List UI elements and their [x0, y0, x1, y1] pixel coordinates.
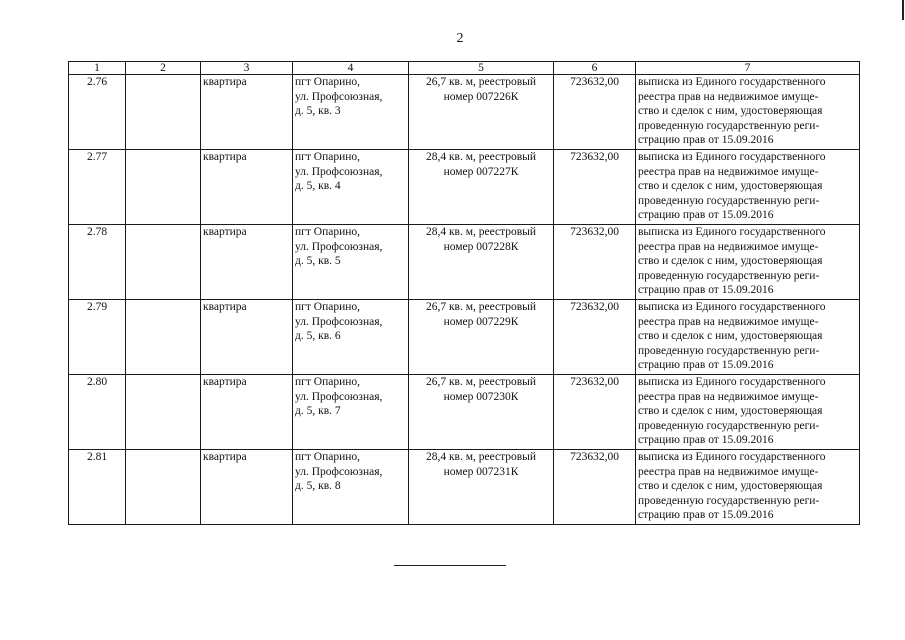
- property-type: квартира: [201, 300, 293, 375]
- table-row: [69, 300, 860, 375]
- document-line: выписка из Единого государственного: [638, 76, 826, 88]
- table-row: [69, 150, 860, 225]
- area-line: номер 007226К: [443, 90, 519, 103]
- property-address: [293, 375, 409, 450]
- document-line: ство и сделок с ним, удостоверяющая: [638, 405, 823, 418]
- area-line: номер 007227К: [443, 165, 519, 178]
- area-line: номер 007228К: [443, 240, 519, 253]
- address-line: ул. Профсоюзная,: [295, 390, 383, 403]
- row-number: 2.80: [69, 375, 126, 450]
- address-line: ул. Профсоюзная,: [295, 240, 383, 253]
- property-area: [409, 300, 554, 375]
- address-line: д. 5, кв. 8: [295, 480, 341, 493]
- address-line: д. 5, кв. 5: [295, 255, 341, 268]
- document-line: выписка из Единого государственного: [638, 301, 826, 313]
- row-number: 2.76: [69, 75, 126, 150]
- address-line: д. 5, кв. 3: [295, 105, 341, 118]
- document-line: реестра прав на недвижимое имуще-: [638, 240, 819, 253]
- document-line: выписка из Единого государственного: [638, 226, 826, 238]
- area-line: номер 007230К: [443, 390, 519, 403]
- address-line: д. 5, кв. 7: [295, 405, 341, 418]
- document-line: реестра прав на недвижимое имуще-: [638, 465, 819, 478]
- document-line: проведенную государственную реги-: [638, 344, 820, 357]
- address-line: ул. Профсоюзная,: [295, 465, 383, 478]
- document-line: страцию прав от 15.09.2016: [638, 509, 774, 522]
- property-register-table: [68, 61, 860, 525]
- area-line: 26,7 кв. м, реестровый: [425, 376, 537, 388]
- row-col2: [126, 75, 201, 150]
- document-line: страцию прав от 15.09.2016: [638, 434, 774, 447]
- document-line: проведенную государственную реги-: [638, 269, 820, 282]
- address-line: пгт Опарино,: [295, 76, 361, 88]
- registration-document: [636, 300, 860, 375]
- column-header: 3: [201, 62, 293, 75]
- property-area: [409, 450, 554, 525]
- column-header: 1: [69, 62, 126, 75]
- table-row: [69, 225, 860, 300]
- row-col2: [126, 375, 201, 450]
- document-line: реестра прав на недвижимое имуще-: [638, 315, 819, 328]
- document-line: ство и сделок с ним, удостоверяющая: [638, 255, 823, 268]
- property-value: 723632,00: [554, 300, 636, 375]
- address-line: пгт Опарино,: [295, 376, 361, 388]
- row-col2: [126, 150, 201, 225]
- address-line: д. 5, кв. 6: [295, 330, 341, 343]
- document-line: реестра прав на недвижимое имуще-: [638, 165, 819, 178]
- registration-document: [636, 450, 860, 525]
- address-line: ул. Профсоюзная,: [295, 90, 383, 103]
- property-address: [293, 300, 409, 375]
- property-value: 723632,00: [554, 75, 636, 150]
- property-address: [293, 75, 409, 150]
- area-line: 26,7 кв. м, реестровый: [425, 76, 537, 88]
- document-line: страцию прав от 15.09.2016: [638, 134, 774, 147]
- registration-document: [636, 75, 860, 150]
- address-line: д. 5, кв. 4: [295, 180, 341, 193]
- column-header: 7: [636, 62, 860, 75]
- page-number: 2: [456, 31, 464, 46]
- document-line: выписка из Единого государственного: [638, 376, 826, 388]
- property-value: 723632,00: [554, 375, 636, 450]
- document-line: выписка из Единого государственного: [638, 451, 826, 463]
- document-line: страцию прав от 15.09.2016: [638, 359, 774, 372]
- property-value: 723632,00: [554, 225, 636, 300]
- property-address: [293, 150, 409, 225]
- page-edge-mark: [902, 0, 904, 20]
- property-type: квартира: [201, 150, 293, 225]
- property-value: 723632,00: [554, 150, 636, 225]
- column-header: 4: [293, 62, 409, 75]
- area-line: 28,4 кв. м, реестровый: [425, 451, 537, 463]
- registration-document: [636, 225, 860, 300]
- document-line: страцию прав от 15.09.2016: [638, 209, 774, 222]
- row-number: 2.81: [69, 450, 126, 525]
- table-row: [69, 75, 860, 150]
- property-type: квартира: [201, 375, 293, 450]
- column-header: 2: [126, 62, 201, 75]
- address-line: ул. Профсоюзная,: [295, 315, 383, 328]
- area-line: номер 007229К: [443, 315, 519, 328]
- registration-document: [636, 375, 860, 450]
- document-line: проведенную государственную реги-: [638, 194, 820, 207]
- table-row: [69, 450, 860, 525]
- document-line: ство и сделок с ним, удостоверяющая: [638, 480, 823, 493]
- table-body: [69, 75, 860, 525]
- document-line: страцию прав от 15.09.2016: [638, 284, 774, 297]
- row-number: 2.79: [69, 300, 126, 375]
- row-number: 2.78: [69, 225, 126, 300]
- property-area: [409, 375, 554, 450]
- registration-document: [636, 150, 860, 225]
- address-line: пгт Опарино,: [295, 226, 361, 238]
- table-header-row: [69, 62, 860, 75]
- column-header: 5: [409, 62, 554, 75]
- property-type: квартира: [201, 75, 293, 150]
- property-area: [409, 150, 554, 225]
- table-row: [69, 375, 860, 450]
- document-line: реестра прав на недвижимое имуще-: [638, 90, 819, 103]
- address-line: пгт Опарино,: [295, 451, 361, 463]
- area-line: 28,4 кв. м, реестровый: [425, 226, 537, 238]
- document-line: проведенную государственную реги-: [638, 419, 820, 432]
- property-value: 723632,00: [554, 450, 636, 525]
- row-col2: [126, 225, 201, 300]
- document-line: ство и сделок с ним, удостоверяющая: [638, 330, 823, 343]
- row-col2: [126, 450, 201, 525]
- row-col2: [126, 300, 201, 375]
- address-line: пгт Опарино,: [295, 301, 361, 313]
- property-address: [293, 225, 409, 300]
- area-line: 28,4 кв. м, реестровый: [425, 151, 537, 163]
- document-line: выписка из Единого государственного: [638, 151, 826, 163]
- document-line: ство и сделок с ним, удостоверяющая: [638, 180, 823, 193]
- address-line: пгт Опарино,: [295, 151, 361, 163]
- column-header: 6: [554, 62, 636, 75]
- property-type: квартира: [201, 450, 293, 525]
- property-address: [293, 450, 409, 525]
- document-line: ство и сделок с ним, удостоверяющая: [638, 105, 823, 118]
- document-line: проведенную государственную реги-: [638, 119, 820, 132]
- property-type: квартира: [201, 225, 293, 300]
- document-end-line: [394, 565, 506, 566]
- address-line: ул. Профсоюзная,: [295, 165, 383, 178]
- area-line: 26,7 кв. м, реестровый: [425, 301, 537, 313]
- area-line: номер 007231К: [443, 465, 519, 478]
- row-number: 2.77: [69, 150, 126, 225]
- property-area: [409, 225, 554, 300]
- property-area: [409, 75, 554, 150]
- document-line: реестра прав на недвижимое имуще-: [638, 390, 819, 403]
- document-line: проведенную государственную реги-: [638, 494, 820, 507]
